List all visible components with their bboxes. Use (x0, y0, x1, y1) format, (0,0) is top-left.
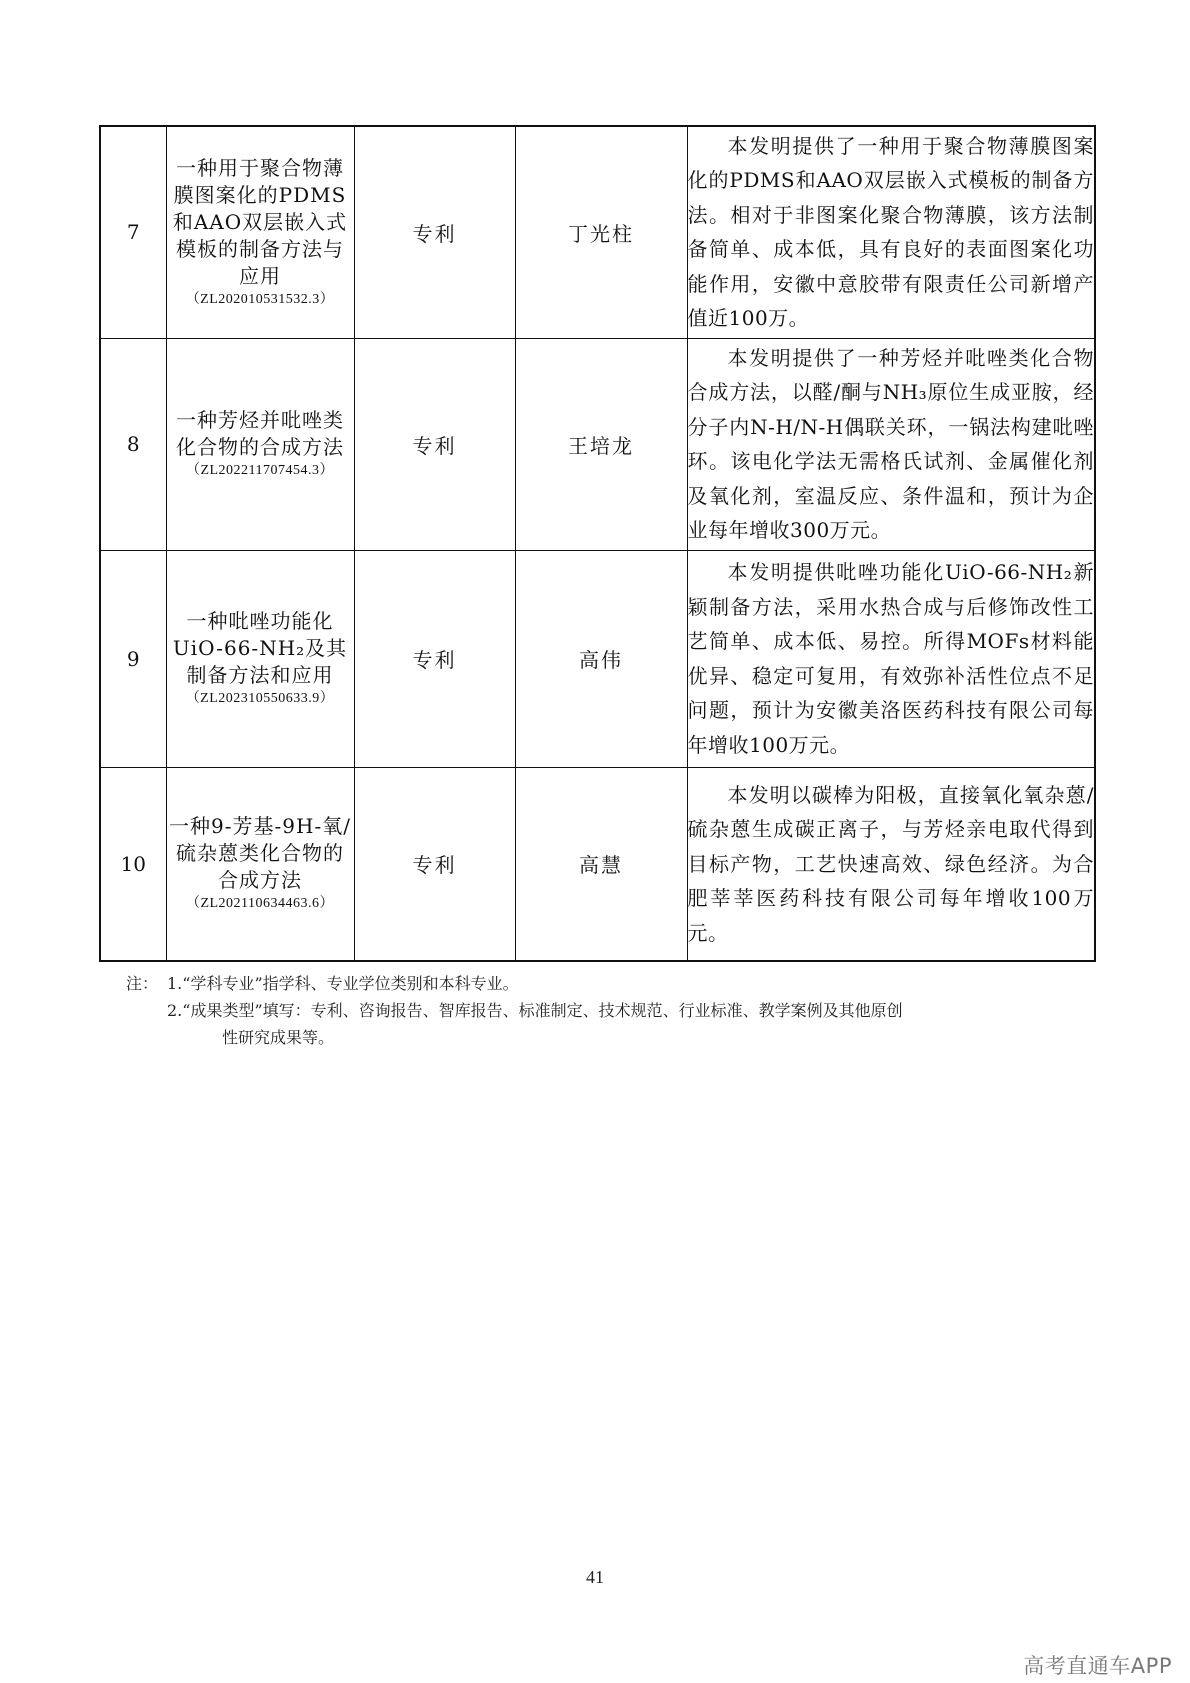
achievement-name: 一种芳烃并吡唑类化合物的合成方法 (176, 408, 344, 459)
achievement-description: 本发明提供了一种芳烃并吡唑类化合物合成方法，以醛/酮与NH₃原位生成亚胺，经分子内N-H/N-H偶联关环，一锅法构建吡唑环。该电化学法无需格氏试剂、金属催化剂及氧化剂，室温反应、条件温和，预计为企业每年增收300万元。 (687, 338, 1095, 550)
achievement-name-cell (166, 126, 354, 338)
achievement-description: 本发明提供吡唑功能化UiO-66-NH₂新颖制备方法，采用水热合成与后修饰改性工艺简单、成本低、易控。所得MOFs材料能优异、稳定可复用，有效弥补活性位点不足问题，预计为安徽美洛医药科技有限公司每年增收100万元。 (687, 550, 1095, 767)
table-row (100, 338, 1095, 550)
achievement-name: 一种吡唑功能化UiO-66-NH₂及其制备方法和应用 (172, 609, 348, 687)
note-text: 1.“学科专业”指学科、专业学位类别和本科专业。 (167, 974, 519, 993)
responsible-person: 王培龙 (515, 338, 687, 550)
watermark: 高考直通车APP (1023, 1654, 1172, 1678)
achievement-type: 专利 (354, 338, 515, 550)
achievements-table (99, 125, 1096, 962)
achievement-type: 专利 (354, 126, 515, 338)
responsible-person: 高伟 (515, 550, 687, 767)
patent-number: （ZL202211707454.3） (185, 463, 335, 478)
note-line (126, 970, 1026, 997)
note-label: 注： (126, 974, 159, 993)
achievement-name-cell (166, 550, 354, 767)
note-text: 2.“成果类型”填写：专利、咨询报告、智库报告、标准制定、技术规范、行业标准、教学案例及其他原创 (167, 1001, 903, 1020)
patent-number: （ZL202010531532.3） (185, 291, 335, 307)
note-line (126, 997, 1026, 1024)
responsible-person: 丁光柱 (515, 126, 687, 338)
achievement-name: 一种用于聚合物薄膜图案化的PDMS和AAO双层嵌入式模板的制备方法与应用 (172, 155, 348, 288)
achievement-type: 专利 (354, 767, 515, 961)
table-notes (126, 970, 1026, 1051)
patent-number: （ZL202110634463.6） (185, 896, 335, 912)
achievement-name-cell (166, 338, 354, 550)
patent-number: （ZL202310550633.9） (185, 691, 335, 706)
note-line (126, 1024, 1026, 1051)
row-number: 10 (100, 767, 166, 961)
table-row (100, 126, 1095, 338)
page-number: 41 (586, 1567, 604, 1587)
achievement-type: 专利 (354, 550, 515, 767)
achievement-name-cell (166, 767, 354, 961)
row-number: 8 (100, 338, 166, 550)
row-number: 7 (100, 126, 166, 338)
table-row (100, 767, 1095, 961)
note-text: 性研究成果等。 (222, 1028, 335, 1047)
achievement-description: 本发明以碳棒为阳极，直接氧化氧杂蒽/硫杂蒽生成碳正离子，与芳烃亲电取代得到目标产物，工艺快速高效、绿色经济。为合肥莘莘医药科技有限公司每年增收100万元。 (687, 767, 1095, 961)
responsible-person: 高慧 (515, 767, 687, 961)
achievement-name: 一种9-芳基-9H-氧/硫杂蒽类化合物的合成方法 (169, 814, 351, 893)
achievement-description: 本发明提供了一种用于聚合物薄膜图案化的PDMS和AAO双层嵌入式模板的制备方法。相对于非图案化聚合物薄膜，该方法制备简单、成本低，具有良好的表面图案化功能作用，安徽中意胶带有限责任公司新增产值近100万。 (687, 126, 1095, 338)
table-row (100, 550, 1095, 767)
row-number: 9 (100, 550, 166, 767)
